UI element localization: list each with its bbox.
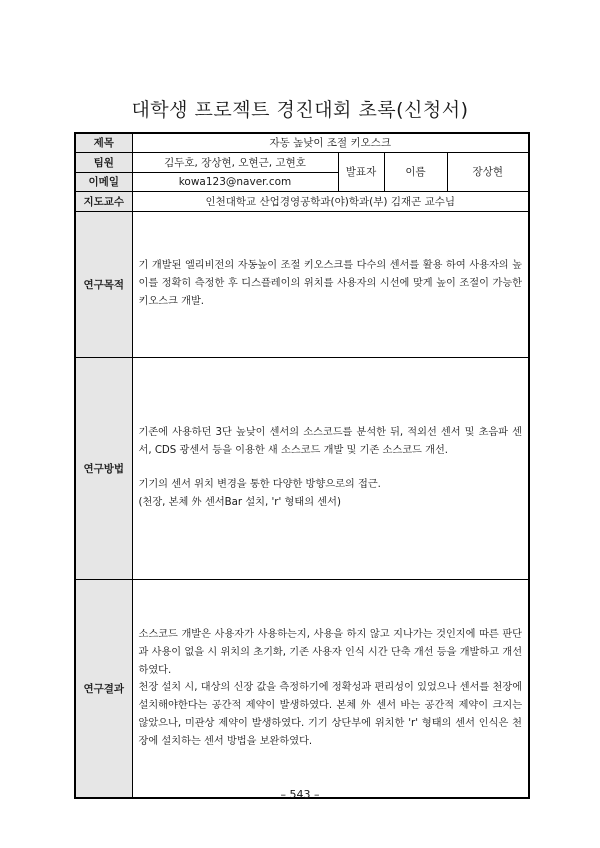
row-team [75, 152, 529, 172]
row-method [75, 357, 529, 579]
row-purpose [75, 211, 529, 357]
row-result [75, 579, 529, 798]
method-label: 연구방법 [75, 357, 132, 579]
method-paragraph: 기기의 센서 위치 변경을 통한 다양한 방향으로의 접근. [138, 479, 381, 490]
purpose-paragraph: 기 개발된 엘리비전의 자동높이 조절 키오스크를 다수의 센서를 활용 하여 사용자의 높이를 정확히 측정한 후 디스플레이의 위치를 사용자의 시선에 맞게 높이 조절이 가능한 키오스크 개발. [138, 260, 523, 307]
application-form-table [74, 132, 530, 799]
row-subject [75, 133, 529, 152]
result-label: 연구결과 [75, 579, 132, 798]
name-label: 이름 [384, 152, 447, 191]
team-label: 팀원 [75, 152, 132, 172]
team-value: 김두호, 장상현, 오현근, 고현호 [132, 152, 338, 172]
method-paragraph: 기존에 사용하던 3단 높낮이 센서의 소스코드를 분석한 뒤, 적외선 센서 및 초음파 센서, CDS 광센서 등을 이용한 새 소스코드 개발 및 기존 소스코드 개선. [138, 427, 523, 457]
advisor-value: 인천대학교 산업경영공학과(야)학과(부) 김재곤 교수님 [132, 191, 529, 211]
document-title: 대학생 프로젝트 경진대회 초록(신청서) [131, 99, 469, 121]
method-paragraph: (천장, 본체 外 센서Bar 설치, 'r' 형태의 센서) [138, 496, 341, 508]
purpose-label: 연구목적 [75, 211, 132, 357]
subject-label: 제목 [75, 133, 132, 152]
email-value: kowa123@naver.com [132, 172, 338, 191]
row-advisor [75, 191, 529, 211]
presenter-label: 발표자 [338, 152, 384, 191]
advisor-label: 지도교수 [75, 191, 132, 211]
result-paragraph: 소스코드 개발은 사용자가 사용하는지, 사용을 하지 않고 지나가는 것인지에 따른 판단과 사용이 없을 시 위치의 초기화, 기존 사용자 인식 시간 단축 개선 등을 개발하고 개선하였다. [138, 628, 523, 676]
purpose-content [132, 211, 529, 357]
email-label: 이메일 [75, 172, 132, 191]
result-paragraph: 천장 설치 시, 대상의 신장 값을 측정하기에 정확성과 편리성이 있었으나 센서를 천장에 설치해야한다는 공간적 제약이 발생하였다. 본체 外 센서 바는 공간적 제약이 크지는 않았으나, 미관상 제약이 발생하였다. 기기 상단부에 위치한 'r' 형태의 센서 인식은 천장에 설치하는 센서 방법을 보완하였다. [138, 682, 523, 747]
method-content [132, 357, 529, 579]
name-value: 장상현 [447, 152, 529, 191]
page-number: – 543 – [280, 788, 320, 801]
result-content [132, 579, 529, 798]
subject-value: 자동 높낮이 조절 키오스크 [132, 133, 529, 152]
